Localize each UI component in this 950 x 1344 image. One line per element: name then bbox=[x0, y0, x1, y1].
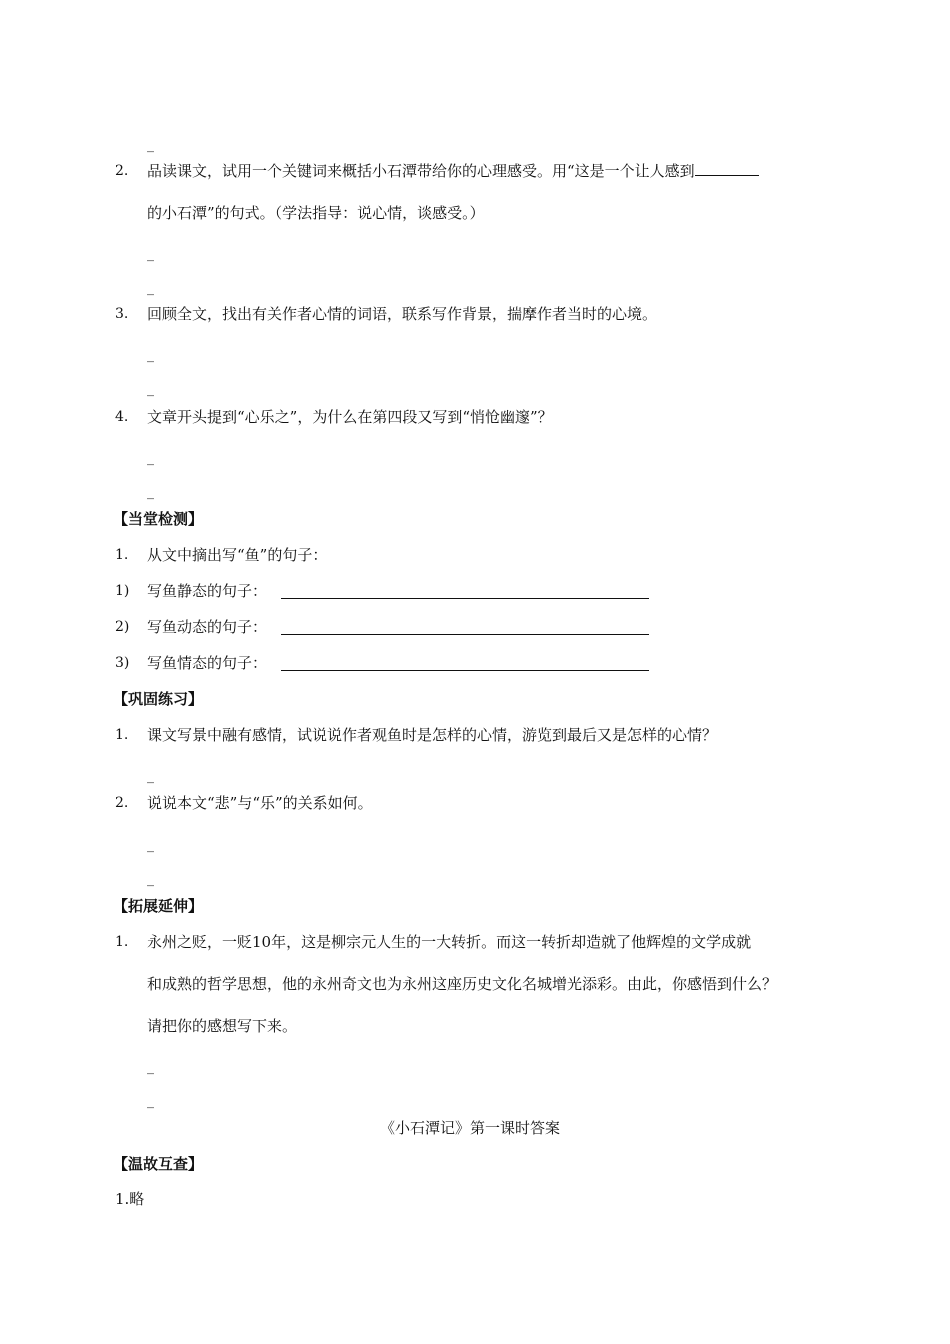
answer-blank-dash: _ bbox=[147, 484, 154, 500]
fill-line[interactable] bbox=[281, 669, 649, 671]
question-number: 2. bbox=[115, 163, 129, 179]
question-number: 1. bbox=[115, 727, 129, 743]
section2-question-1-text: 课文写景中融有感情，试说说作者观鱼时是怎样的心情，游览到最后又是怎样的心情？ bbox=[147, 726, 718, 744]
answer-1: 1.略 bbox=[115, 1190, 145, 1208]
answer-blank-dash: _ bbox=[147, 280, 154, 296]
section3-question-1-line3: 请把你的感想写下来。 bbox=[147, 1017, 298, 1035]
question-2-text: 品读课文，试用一个关键词来概括小石潭带给你的心理感受。用“这是一个让人感到 bbox=[147, 162, 695, 180]
item-label-mood: 写鱼情态的句子： bbox=[147, 654, 268, 672]
answer-blank-dash: _ bbox=[147, 347, 154, 363]
answer-blank-dash: _ bbox=[147, 871, 154, 887]
section1-question-1-text: 从文中摘出写“鱼”的句子： bbox=[147, 546, 328, 564]
question-number: 3. bbox=[115, 306, 129, 322]
fill-line[interactable] bbox=[281, 633, 649, 635]
answer-blank-dash: _ bbox=[147, 1093, 154, 1109]
item-number: 2) bbox=[115, 619, 130, 635]
answer-title: 《小石潭记》第一课时答案 bbox=[380, 1119, 561, 1137]
answer-blank-dash: _ bbox=[147, 1059, 154, 1075]
section-heading-extension: 【拓展延伸】 bbox=[113, 897, 204, 915]
answer-blank-dash: _ bbox=[147, 837, 154, 853]
item-label-static: 写鱼静态的句子： bbox=[147, 582, 268, 600]
fill-line[interactable] bbox=[281, 597, 649, 599]
question-4-text: 文章开头提到“心乐之”，为什么在第四段又写到“悄怆幽邃”？ bbox=[147, 408, 553, 426]
answer-blank-dash: _ bbox=[147, 768, 154, 784]
question-3-text: 回顾全文，找出有关作者心情的词语，联系写作背景，揣摩作者当时的心境。 bbox=[147, 305, 658, 323]
question-2-line1 bbox=[147, 161, 759, 181]
item-number: 1) bbox=[115, 583, 130, 599]
answer-blank-dash: _ bbox=[147, 246, 154, 262]
section2-question-2-text: 说说本文“悲”与“乐”的关系如何。 bbox=[147, 794, 373, 812]
answer-blank-dash: _ bbox=[147, 137, 154, 153]
fill-blank[interactable] bbox=[695, 161, 759, 176]
answer-blank-dash: _ bbox=[147, 450, 154, 466]
section-heading-in-class-test: 【当堂检测】 bbox=[113, 510, 204, 528]
section-heading-practice: 【巩固练习】 bbox=[113, 690, 204, 708]
section3-question-1-line1: 永州之贬，一贬10年，这是柳宗元人生的一大转折。而这一转折却造就了他辉煌的文学成就 bbox=[147, 933, 752, 951]
question-2-line2: 的小石潭”的句式。（学法指导：说心情，谈感受。） bbox=[147, 204, 485, 222]
question-number: 1. bbox=[115, 934, 129, 950]
question-number: 1. bbox=[115, 547, 129, 563]
question-number: 4. bbox=[115, 409, 129, 425]
question-number: 2. bbox=[115, 795, 129, 811]
section-heading-review: 【温故互查】 bbox=[113, 1155, 204, 1173]
item-label-dynamic: 写鱼动态的句子： bbox=[147, 618, 268, 636]
answer-blank-dash: _ bbox=[147, 381, 154, 397]
item-number: 3) bbox=[115, 655, 130, 671]
section3-question-1-line2: 和成熟的哲学思想，他的永州奇文也为永州这座历史文化名城增光添彩。由此，你感悟到什么？ bbox=[147, 975, 778, 993]
